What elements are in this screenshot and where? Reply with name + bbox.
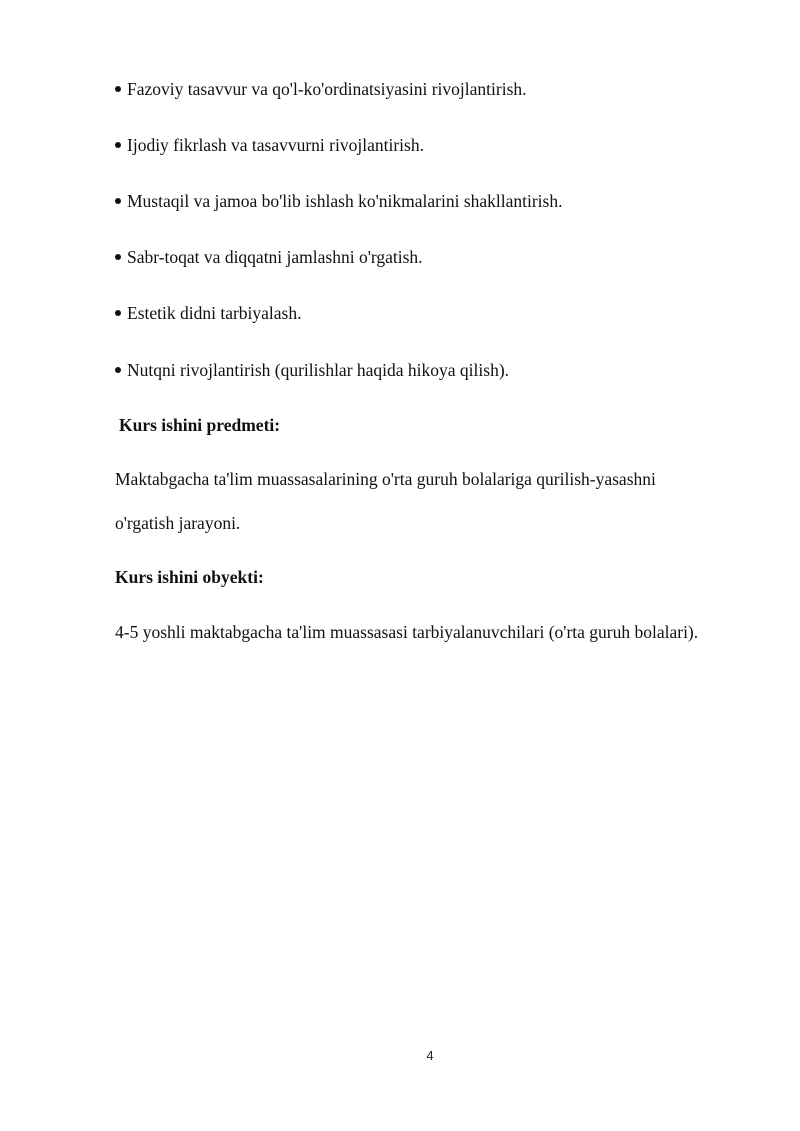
bullet-icon [115,367,121,373]
bullet-item [115,302,301,324]
bullet-text: Ijodiy fikrlash va tasavvurni rivojlantirish. [127,135,424,155]
subject-text-line-2: o'rgatish jarayoni. [115,513,241,533]
page-number: 4 [426,1048,434,1063]
bullet-text: Nutqni rivojlantirish (qurilishlar haqida hikoya qilish). [127,360,510,380]
bullet-item [115,359,509,381]
bullet-icon [115,86,121,92]
bullet-item [115,78,527,100]
bullet-item [115,246,423,268]
bullet-icon [115,198,121,204]
subject-text-line-1: Maktabgacha ta'lim muassasalarining o'rta guruh bolalariga qurilish-yasashni [115,469,656,489]
bullet-item [115,190,562,212]
bullet-item [115,134,424,156]
bullet-text: Mustaqil va jamoa bo'lib ishlash ko'nikmalarini shakllantirish. [127,191,563,211]
subject-heading: Kurs ishini predmeti: [119,415,281,435]
bullet-text: Fazoviy tasavvur va qo'l-ko'ordinatsiyasini rivojlantirish. [127,79,527,99]
object-text: 4-5 yoshli maktabgacha ta'lim muassasasi tarbiyalanuvchilari (o'rta guruh bolalari). [115,622,699,642]
object-heading: Kurs ishini obyekti: [115,567,264,587]
bullet-text: Estetik didni tarbiyalash. [127,303,302,323]
bullet-icon [115,310,121,316]
bullet-icon [115,254,121,260]
bullet-icon [115,142,121,148]
bullet-text: Sabr-toqat va diqqatni jamlashni o'rgatish. [127,247,423,267]
